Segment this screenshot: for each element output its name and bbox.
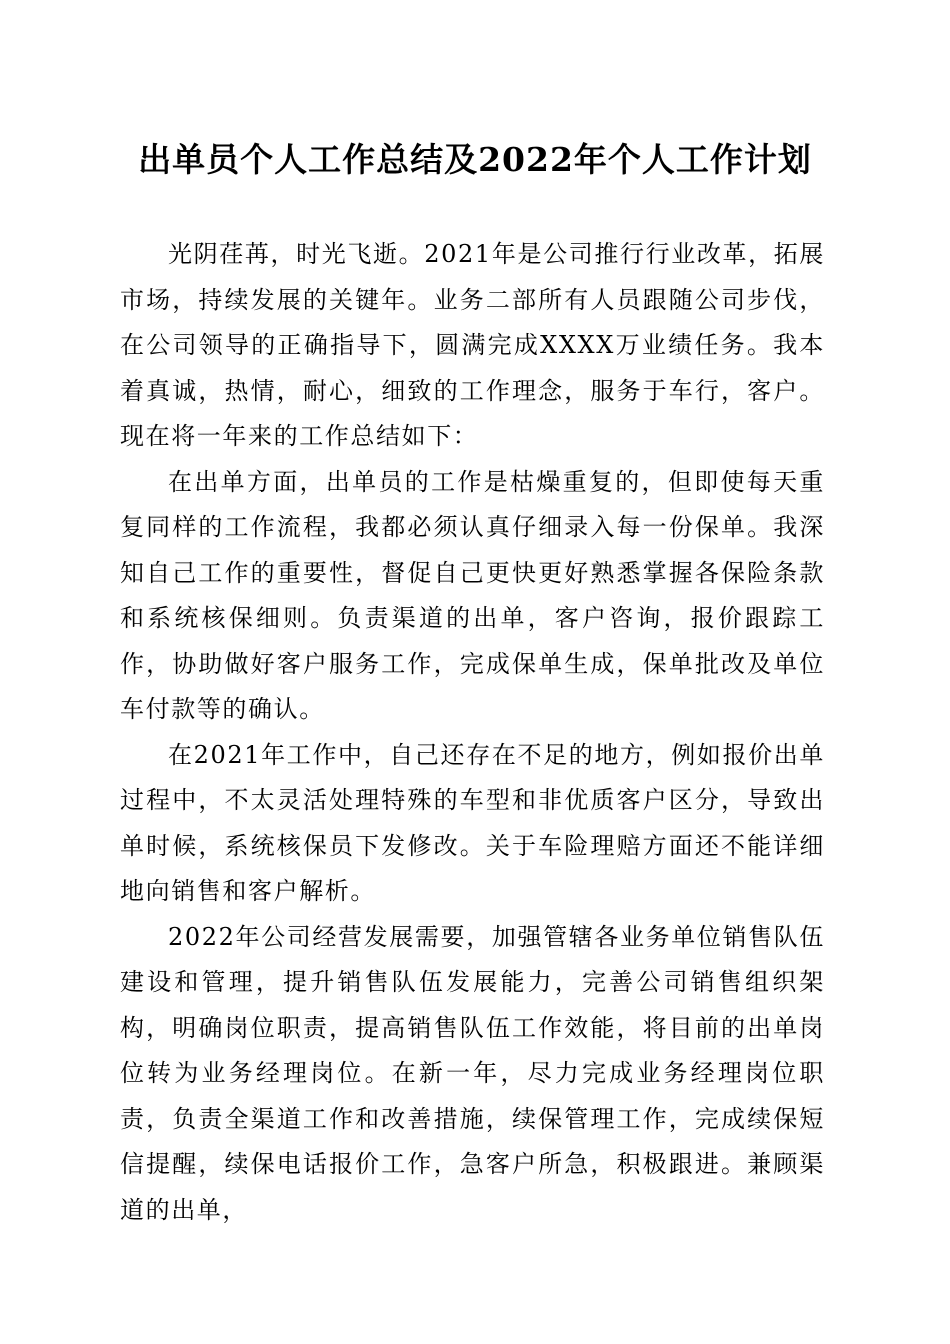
document-body [120,232,825,1233]
paragraph-intro: 光阴荏苒，时光飞逝。2021年是公司推行行业改革，拓展市场，持续发展的关键年。业务二部所有人员跟随公司步伐，在公司领导的正确指导下，圆满完成XXXX万业绩任务。我本着真诚，热情，耐心，细致的工作理念，服务于车行，客户。现在将一年来的工作总结如下： [120,240,825,450]
paragraph-issuing-work: 在出单方面，出单员的工作是枯燥重复的，但即使每天重复同样的工作流程，我都必须认真仔细录入每一份保单。我深知自己工作的重要性，督促自己更快更好熟悉掌握各保险条款和系统核保细则。负责渠道的出单，客户咨询，报价跟踪工作，协助做好客户服务工作，完成保单生成，保单批改及单位车付款等的确认。 [120,467,825,723]
paragraph-2022-plan: 2022年公司经营发展需要，加强管辖各业务单位销售队伍建设和管理，提升销售队伍发展能力，完善公司销售组织架构，明确岗位职责，提高销售队伍工作效能，将目前的出单岗位转为业务经理岗位。在新一年，尽力完成业务经理岗位职责，负责全渠道工作和改善措施，续保管理工作，完成续保短信提醒，续保电话报价工作，急客户所急，积极跟进。兼顾渠道的出单， [120,922,825,1224]
document-title: 出单员个人工作总结及2022年个人工作计划 [138,140,812,179]
paragraph-shortcomings: 在2021年工作中，自己还存在不足的地方，例如报价出单过程中，不太灵活处理特殊的车型和非优质客户区分，导致出单时候，系统核保员下发修改。关于车险理赔方面还不能详细地向销售和客户解析。 [120,740,825,905]
